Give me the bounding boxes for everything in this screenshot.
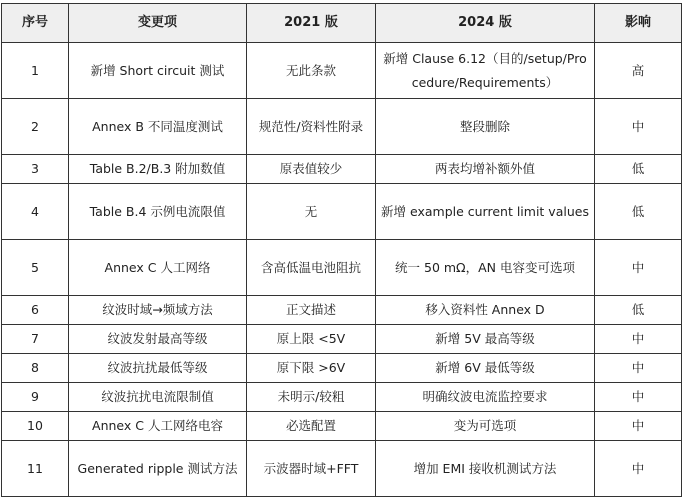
cell-v2024: 统一 50 mΩ，AN 电容变可选项 (376, 240, 595, 296)
cell-item: Table B.2/B.3 附加数值 (69, 155, 247, 184)
cell-impact: 中 (595, 240, 682, 296)
cell-no: 4 (2, 184, 69, 240)
cell-v2024: 增加 EMI 接收机测试方法 (376, 441, 595, 497)
cell-impact: 中 (595, 354, 682, 383)
cell-no: 5 (2, 240, 69, 296)
cell-impact: 中 (595, 325, 682, 354)
cell-v2024: 新增 example current limit values (376, 184, 595, 240)
table-header-row (2, 4, 682, 43)
cell-impact: 低 (595, 155, 682, 184)
cell-impact: 低 (595, 184, 682, 240)
cell-impact: 高 (595, 43, 682, 99)
header-v2021: 2021 版 (247, 4, 376, 43)
cell-no: 7 (2, 325, 69, 354)
table-row (2, 184, 682, 240)
cell-v2021: 原下限 >6V (247, 354, 376, 383)
cell-no: 6 (2, 296, 69, 325)
table-row (2, 240, 682, 296)
table-row (2, 325, 682, 354)
cell-v2024: 明确纹波电流监控要求 (376, 383, 595, 412)
cell-item: 纹波发射最高等级 (69, 325, 247, 354)
cell-v2024: 新增 6V 最低等级 (376, 354, 595, 383)
cell-item: Table B.4 示例电流限值 (69, 184, 247, 240)
cell-impact: 中 (595, 99, 682, 155)
cell-v2024: 移入资料性 Annex D (376, 296, 595, 325)
cell-item: 纹波抗扰最低等级 (69, 354, 247, 383)
cell-item: Annex C 人工网络电容 (69, 412, 247, 441)
change-comparison-table (1, 3, 682, 497)
cell-no: 3 (2, 155, 69, 184)
cell-item: 纹波时域→频域方法 (69, 296, 247, 325)
cell-impact: 中 (595, 412, 682, 441)
cell-impact: 中 (595, 441, 682, 497)
cell-item: Annex C 人工网络 (69, 240, 247, 296)
cell-v2024: 新增 Clause 6.12（目的/setup/Procedure/Requirements） (376, 43, 595, 99)
cell-v2024: 新增 5V 最高等级 (376, 325, 595, 354)
cell-no: 9 (2, 383, 69, 412)
cell-impact: 低 (595, 296, 682, 325)
cell-v2021: 含高低温电池阻抗 (247, 240, 376, 296)
table-row (2, 354, 682, 383)
cell-no: 1 (2, 43, 69, 99)
cell-impact: 中 (595, 383, 682, 412)
header-v2024: 2024 版 (376, 4, 595, 43)
table-row (2, 412, 682, 441)
cell-v2024: 两表均增补额外值 (376, 155, 595, 184)
cell-v2021: 无此条款 (247, 43, 376, 99)
table-row (2, 441, 682, 497)
table-row (2, 43, 682, 99)
cell-item: 纹波抗扰电流限制值 (69, 383, 247, 412)
table-row (2, 99, 682, 155)
cell-item: Annex B 不同温度测试 (69, 99, 247, 155)
cell-v2021: 正文描述 (247, 296, 376, 325)
table-row (2, 155, 682, 184)
table-row (2, 383, 682, 412)
cell-v2021: 示波器时域+FFT (247, 441, 376, 497)
header-impact: 影响 (595, 4, 682, 43)
cell-no: 11 (2, 441, 69, 497)
cell-no: 10 (2, 412, 69, 441)
cell-v2021: 规范性/资料性附录 (247, 99, 376, 155)
header-item: 变更项 (69, 4, 247, 43)
cell-v2021: 未明示/较粗 (247, 383, 376, 412)
cell-v2021: 无 (247, 184, 376, 240)
cell-v2024: 变为可选项 (376, 412, 595, 441)
cell-no: 2 (2, 99, 69, 155)
cell-item: 新增 Short circuit 测试 (69, 43, 247, 99)
table-row (2, 296, 682, 325)
header-no: 序号 (2, 4, 69, 43)
cell-v2024: 整段删除 (376, 99, 595, 155)
cell-item: Generated ripple 测试方法 (69, 441, 247, 497)
cell-no: 8 (2, 354, 69, 383)
cell-v2021: 原上限 <5V (247, 325, 376, 354)
cell-v2021: 必选配置 (247, 412, 376, 441)
cell-v2021: 原表值较少 (247, 155, 376, 184)
